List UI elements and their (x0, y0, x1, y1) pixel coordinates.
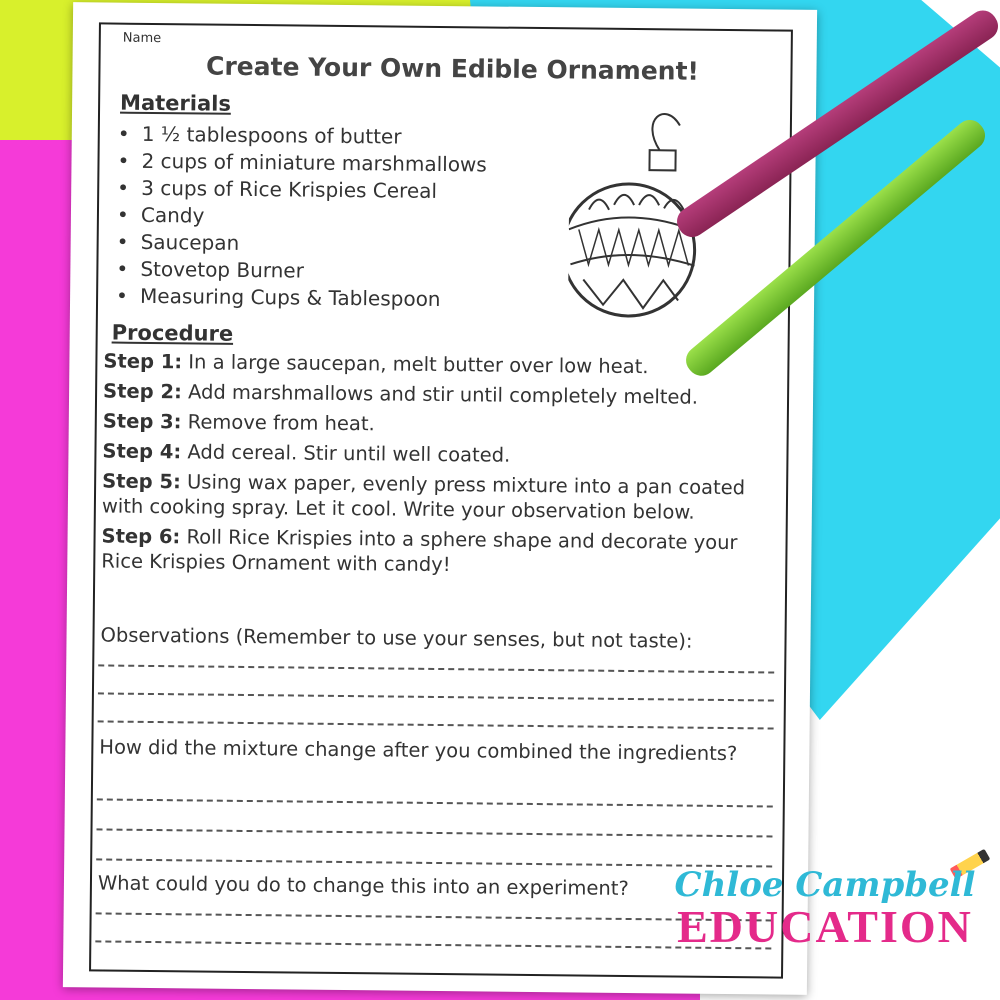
observations-question: Observations (Remember to use your senses, but not taste): (100, 623, 693, 653)
materials-item: • Measuring Cups & Tablespoon (116, 283, 486, 314)
materials-item: • 2 cups of miniature marshmallows (117, 148, 487, 179)
worksheet (63, 2, 817, 995)
step-label: Step 5: (102, 469, 181, 494)
procedure-steps (101, 348, 773, 585)
procedure-step (103, 408, 773, 440)
ornament-illustration (568, 79, 701, 320)
brand-logo (665, 865, 985, 952)
worksheet-title: Create Your Own Edible Ornament! (205, 51, 700, 86)
materials-item: • 3 cups of Rice Krispies Cereal (117, 175, 487, 206)
step-text: Remove from heat. (187, 410, 375, 436)
step-text: Using wax paper, evenly press mixture into a pan coated with cooking spray. Let it cool. Write your observation below. (101, 470, 746, 524)
step-text: Add cereal. Stir until well coated. (187, 440, 511, 467)
mixture-question: How did the mixture change after you combined the ingredients? (99, 735, 738, 766)
procedure-heading: Procedure (111, 320, 234, 346)
step-text: Roll Rice Krispies into a sphere shape and decorate your Rice Krispies Ornament with candy! (101, 525, 738, 577)
step-text: In a large saucepan, melt butter over low heat. (188, 350, 649, 379)
brand-wordmark: EDUCATION (677, 901, 973, 952)
experiment-question: What could you do to change this into an experiment? (97, 871, 629, 900)
step-label: Step 4: (102, 439, 182, 464)
name-label: Name (122, 30, 162, 47)
step-label: Step 3: (102, 409, 182, 434)
materials-list (116, 121, 487, 314)
materials-item: • 1 ½ tablespoons of butter (118, 121, 488, 152)
materials-heading: Materials (120, 90, 232, 116)
procedure-step (101, 523, 771, 580)
materials-item: • Candy (117, 202, 487, 233)
brand-script: Chloe Campbell (674, 865, 976, 905)
step-text: Add marshmallows and stir until completely melted. (187, 380, 699, 409)
step-label: Step 6: (101, 524, 181, 549)
step-label: Step 2: (102, 379, 182, 404)
procedure-step (102, 468, 772, 525)
materials-item: • Saucepan (117, 229, 487, 260)
materials-item: • Stovetop Burner (116, 256, 486, 287)
procedure-step (103, 378, 773, 410)
step-label: Step 1: (103, 349, 183, 374)
procedure-step (102, 438, 772, 470)
